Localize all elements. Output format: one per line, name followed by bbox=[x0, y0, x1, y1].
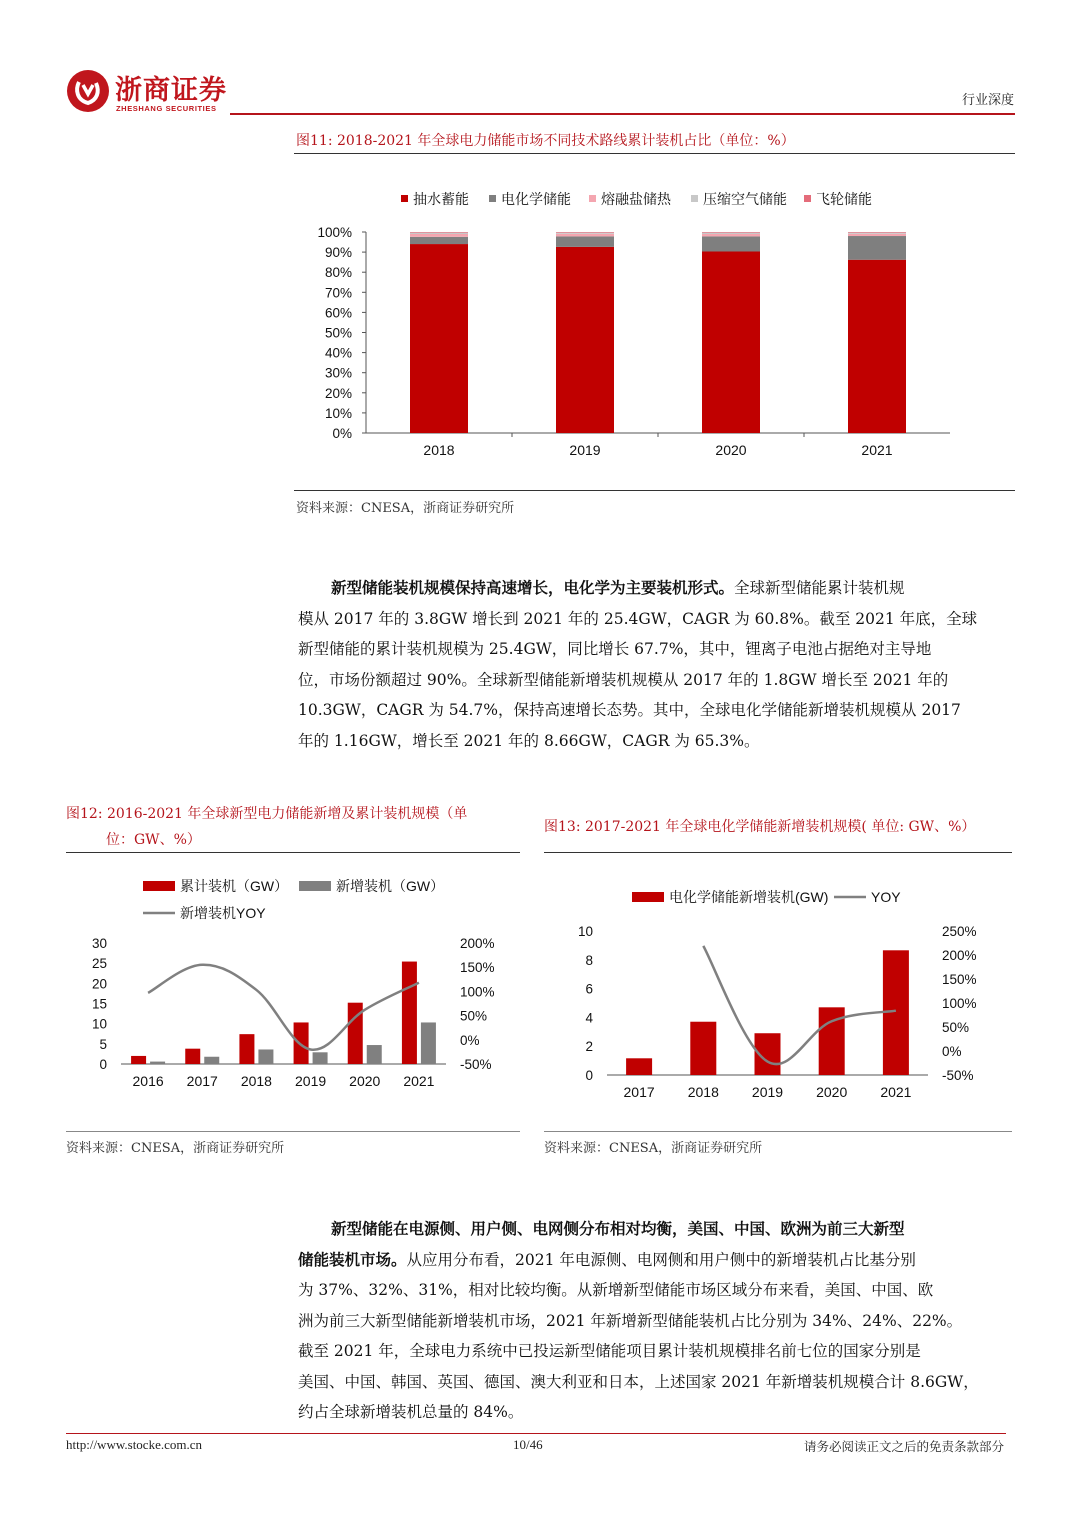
y-right-tick-label: 50% bbox=[460, 1008, 488, 1024]
brand-logo-icon bbox=[67, 70, 109, 112]
legend-label: 电化学储能 bbox=[501, 191, 571, 207]
bar bbox=[204, 1057, 219, 1064]
x-tick-label: 2019 bbox=[295, 1073, 327, 1089]
fig11-top-rule bbox=[294, 153, 1015, 154]
paragraph-2-lead: 储能装机市场。 bbox=[298, 1249, 407, 1269]
fig11-source: 资料来源：CNESA，浙商证券研究所 bbox=[296, 501, 515, 516]
fig12-title-line: 图12: 2016-2021 年全球新型电力储能新增及累计装机规模（单 bbox=[66, 806, 468, 822]
fig12-bottom-rule bbox=[66, 1131, 520, 1132]
y-left-tick-label: 20 bbox=[91, 976, 107, 992]
paragraph-1-line: 位，市场份额超过 90%。全球新型储能新增装机规模从 2017 年的 1.8GW 增长至 2021 年的 bbox=[298, 670, 949, 689]
y-left-tick-label: 5 bbox=[99, 1036, 107, 1052]
y-left-tick-label: 30 bbox=[91, 936, 107, 951]
footer-url[interactable]: http://www.stocke.com.cn bbox=[66, 1437, 202, 1452]
legend-label: 新增装机YOY bbox=[180, 905, 266, 921]
fig11-title: 图11: 2018-2021 年全球电力储能市场不同技术路线累计装机占比（单位：%） bbox=[296, 133, 795, 149]
paragraph-2-lead: 新型储能在电源侧、用户侧、电网侧分布相对均衡，美国、中国、欧洲为前三大新型 bbox=[331, 1219, 905, 1238]
legend-label: 熔融盐储热 bbox=[601, 191, 671, 207]
yoy-line bbox=[703, 946, 896, 1064]
bar-segment bbox=[702, 251, 760, 433]
legend-label: 抽水蓄能 bbox=[413, 191, 469, 207]
y-tick-label: 0% bbox=[332, 426, 352, 441]
bar-segment bbox=[848, 232, 906, 233]
y-left-tick-label: 0 bbox=[585, 1068, 593, 1083]
paragraph-2-line: 截至 2021 年，全球电力系统中已投运新型储能项目累计装机规模排名前七位的国家分别是 bbox=[298, 1342, 921, 1360]
paragraph-2-line: 约占全球新增装机总量的 84%。 bbox=[298, 1403, 524, 1421]
y-left-tick-label: 0 bbox=[99, 1057, 107, 1072]
y-right-tick-label: -50% bbox=[460, 1057, 492, 1072]
y-right-tick-label: 50% bbox=[942, 1020, 970, 1035]
y-right-tick-label: 0% bbox=[942, 1044, 962, 1059]
bar-segment bbox=[702, 234, 760, 236]
y-tick-label: 30% bbox=[324, 365, 352, 381]
yoy-line bbox=[148, 965, 419, 1050]
x-tick-label: 2016 bbox=[132, 1073, 164, 1089]
x-tick-label: 2021 bbox=[861, 442, 893, 458]
bar bbox=[185, 1049, 200, 1064]
section-label: 行业深度 bbox=[961, 93, 1014, 108]
brand-name-cn: 浙商证券 bbox=[115, 75, 227, 106]
x-tick-label: 2019 bbox=[569, 442, 601, 458]
y-tick-label: 40% bbox=[324, 345, 352, 361]
fig13-source: 资料来源：CNESA，浙商证券研究所 bbox=[544, 1141, 763, 1156]
paragraph-1-line: 全球新型储能累计装机规 bbox=[734, 579, 905, 597]
x-tick-label: 2021 bbox=[880, 1084, 912, 1100]
fig12-title bbox=[66, 801, 467, 853]
fig11-bottom-rule bbox=[294, 490, 1015, 491]
y-right-tick-label: 100% bbox=[460, 984, 495, 1000]
y-left-tick-label: 4 bbox=[585, 1010, 593, 1026]
y-right-tick-label: -50% bbox=[942, 1068, 974, 1083]
x-tick-label: 2020 bbox=[349, 1073, 381, 1089]
bar-segment bbox=[556, 233, 614, 234]
bar-segment bbox=[556, 232, 614, 233]
bar-segment bbox=[702, 232, 760, 233]
legend-swatch bbox=[632, 892, 664, 902]
legend-swatch bbox=[401, 195, 408, 202]
x-tick-label: 2021 bbox=[403, 1073, 435, 1089]
x-tick-label: 2018 bbox=[423, 442, 455, 458]
paragraph-1-line: 新型储能的累计装机规模为 25.4GW，同比增长 67.7%，其中，锂离子电池占据绝对主导地 bbox=[298, 640, 932, 658]
y-tick-label: 90% bbox=[324, 245, 352, 261]
x-tick-label: 2018 bbox=[687, 1084, 719, 1100]
page-number: 10/46 bbox=[513, 1437, 543, 1452]
x-tick-label: 2017 bbox=[186, 1073, 218, 1089]
x-tick-label: 2018 bbox=[240, 1073, 272, 1089]
y-tick-label: 70% bbox=[324, 285, 352, 301]
paragraph-1-line: 10.3GW，CAGR 为 54.7%，保持高速增长态势。其中，全球电化学储能新增装机规模从 2017 bbox=[298, 701, 961, 719]
x-tick-label: 2017 bbox=[623, 1084, 655, 1100]
legend-label: 电化学储能新增装机(GW) bbox=[669, 889, 829, 905]
fig11-stacked-bar-chart bbox=[294, 180, 1015, 480]
paragraph-2-line: 为 37%、32%、31%，相对比较均衡。从新增新型储能市场区域分布来看，美国、中国、欧 bbox=[298, 1281, 934, 1299]
legend-label: 累计装机（GW） bbox=[180, 878, 289, 894]
bar-segment bbox=[848, 236, 906, 260]
y-tick-label: 60% bbox=[324, 305, 352, 321]
footer-disclaimer: 请务必阅读正文之后的免责条款部分 bbox=[803, 1439, 1004, 1454]
legend-label: 压缩空气储能 bbox=[703, 191, 787, 207]
bar bbox=[258, 1049, 273, 1064]
y-tick-label: 10% bbox=[324, 405, 352, 421]
x-tick-label: 2020 bbox=[715, 442, 747, 458]
fig12-source: 资料来源：CNESA，浙商证券研究所 bbox=[66, 1141, 285, 1156]
y-tick-label: 20% bbox=[324, 385, 352, 401]
y-tick-label: 100% bbox=[317, 225, 352, 240]
bar-segment bbox=[702, 233, 760, 234]
legend-swatch bbox=[489, 195, 496, 202]
y-left-tick-label: 2 bbox=[585, 1039, 593, 1055]
bar-segment bbox=[410, 244, 468, 433]
bar-segment bbox=[556, 236, 614, 246]
bar-segment bbox=[556, 247, 614, 433]
y-right-tick-label: 150% bbox=[942, 972, 977, 987]
paragraph-1-line: 年的 1.16GW，增长至 2021 年的 8.66GW，CAGR 为 65.3%。 bbox=[298, 731, 760, 750]
legend-swatch bbox=[299, 881, 331, 891]
paragraph-2-line: 洲为前三大新型储能新增装机市场，2021 年新增新型储能装机占比分别为 34%、24%、22%。 bbox=[298, 1311, 963, 1330]
bar bbox=[626, 1058, 652, 1075]
paragraph-1 bbox=[298, 573, 1014, 756]
legend-label: 飞轮储能 bbox=[816, 191, 872, 207]
y-right-tick-label: 150% bbox=[460, 960, 495, 976]
bar bbox=[421, 1022, 436, 1064]
y-left-tick-label: 15 bbox=[91, 996, 107, 1012]
y-right-tick-label: 100% bbox=[942, 996, 977, 1011]
y-left-tick-label: 25 bbox=[91, 956, 107, 972]
bar bbox=[690, 1022, 716, 1075]
y-tick-label: 50% bbox=[324, 325, 352, 341]
paragraph-1-line: 模从 2017 年的 3.8GW 增长到 2021 年的 25.4GW，CAGR 为 60.8%。截至 2021 年底，全球 bbox=[298, 609, 978, 628]
bar-segment bbox=[848, 234, 906, 236]
header-divider bbox=[230, 113, 1015, 115]
y-right-tick-label: 250% bbox=[942, 924, 977, 939]
bar-segment bbox=[702, 236, 760, 251]
fig13-bottom-rule bbox=[544, 1131, 1012, 1132]
fig13-combo-chart bbox=[544, 875, 1012, 1110]
legend-label: 新增装机（GW） bbox=[336, 878, 445, 894]
bar-segment bbox=[848, 260, 906, 433]
legend-swatch bbox=[589, 195, 596, 202]
y-left-tick-label: 6 bbox=[585, 981, 593, 997]
legend-label: YOY bbox=[871, 889, 901, 905]
paragraph-1-lead: 新型储能装机规模保持高速增长，电化学为主要装机形式。 bbox=[331, 578, 735, 597]
legend-swatch bbox=[143, 881, 175, 891]
y-left-tick-label: 10 bbox=[91, 1016, 107, 1032]
paragraph-2-line: 从应用分布看，2021 年电源侧、电网侧和用户侧中的新增装机占比基分别 bbox=[406, 1250, 916, 1269]
fig13-title: 图13: 2017-2021 年全球电化学储能新增装机规模( 单位: GW、%） bbox=[544, 819, 976, 835]
fig12-top-rule bbox=[66, 852, 520, 853]
bar bbox=[367, 1045, 382, 1064]
fig12-title-line: 位：GW、%） bbox=[106, 832, 201, 848]
brand-name-en: ZHESHANG SECURITIES bbox=[116, 104, 217, 113]
bar bbox=[131, 1056, 146, 1064]
bar-segment bbox=[556, 234, 614, 237]
y-right-tick-label: 0% bbox=[460, 1032, 480, 1048]
paragraph-2 bbox=[298, 1214, 1014, 1428]
legend-swatch bbox=[804, 195, 811, 202]
footer-divider bbox=[66, 1433, 1006, 1434]
bar-segment bbox=[410, 233, 468, 234]
y-left-tick-label: 10 bbox=[577, 924, 593, 939]
bar-segment bbox=[410, 237, 468, 244]
bar bbox=[150, 1062, 165, 1064]
y-right-tick-label: 200% bbox=[942, 948, 977, 963]
y-left-tick-label: 8 bbox=[585, 952, 593, 968]
bar-segment bbox=[410, 232, 468, 233]
bar-segment bbox=[410, 234, 468, 237]
paragraph-2-line: 美国、中国、韩国、英国、德国、澳大利亚和日本，上述国家 2021 年新增装机规模合计 8.6GW， bbox=[298, 1372, 979, 1391]
legend-swatch bbox=[691, 195, 698, 202]
bar-segment bbox=[848, 233, 906, 234]
fig13-top-rule bbox=[544, 852, 1012, 853]
x-tick-label: 2020 bbox=[816, 1084, 848, 1100]
fig12-combo-chart bbox=[66, 862, 520, 1102]
y-right-tick-label: 200% bbox=[460, 936, 495, 951]
x-tick-label: 2019 bbox=[751, 1084, 784, 1100]
bar bbox=[239, 1034, 254, 1064]
y-tick-label: 80% bbox=[324, 265, 352, 281]
bar bbox=[313, 1052, 328, 1064]
bar bbox=[402, 962, 417, 1064]
